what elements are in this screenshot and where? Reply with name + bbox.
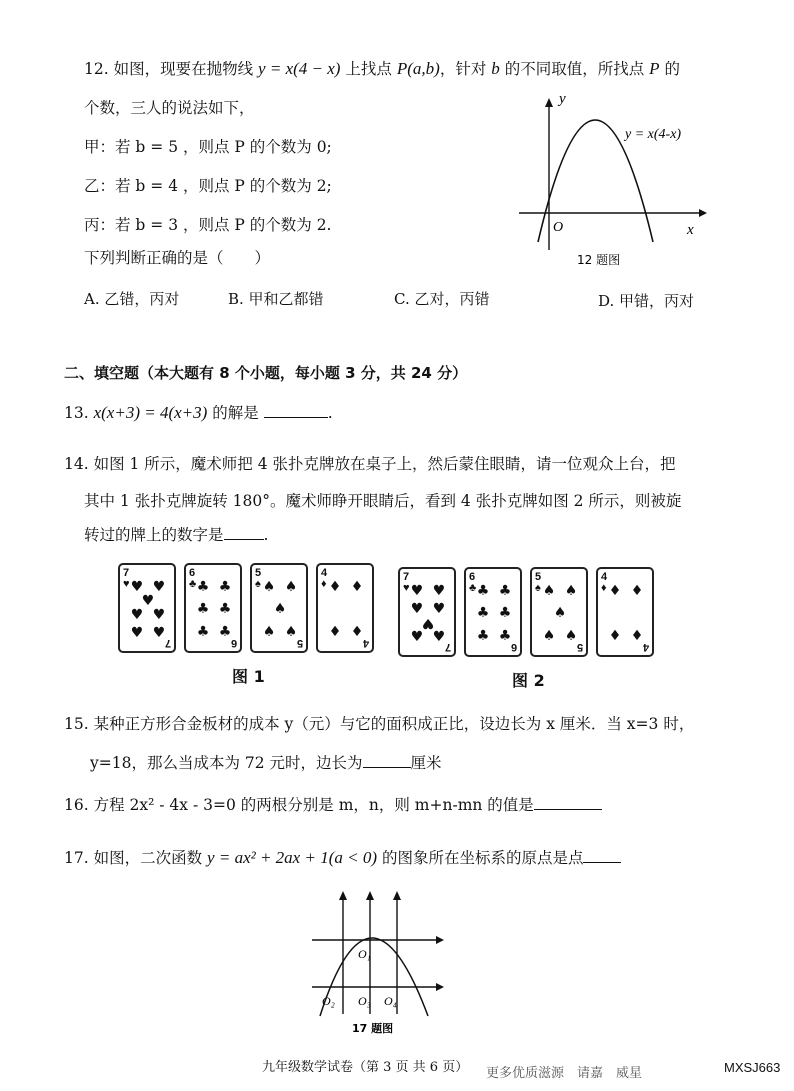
point-o3-label: O₃ <box>358 994 371 1008</box>
q16: 16. 方程 2x² - 4x - 3=0 的两根分别是 m，n，则 m+n-mn 的值是 <box>64 794 602 816</box>
q17-number: 17. <box>64 849 89 867</box>
point-o1-label: O₁ <box>358 947 371 961</box>
q12-yi: 乙：若 b = 4 ，则点 P 的个数为 2; <box>84 177 332 195</box>
q12-judge: 下列判断正确的是（ ） <box>84 249 271 267</box>
q12-line2: 个数，三人的说法如下， <box>84 99 255 117</box>
q12-option-c: C. 乙对，丙错 <box>394 290 490 308</box>
q12-intro: 12. 如图，现要在抛物线 y = x(4 − x) 上找点 P(a,b)，针对 b 的不同取值，所找点 P 的 <box>84 59 680 78</box>
q15-line2: y=18，那么当成本为 72 元时，边长为 厘米 <box>90 754 442 772</box>
q12-bing: 丙：若 b = 3 ，则点 P 的个数为 2. <box>84 216 332 234</box>
q14-answer-blank[interactable] <box>224 539 264 540</box>
q16-number: 16. <box>64 796 89 814</box>
q15-answer-blank[interactable] <box>363 767 411 768</box>
q12-figure-caption: 12 题图 <box>577 253 621 267</box>
q13-number: 13. <box>64 404 89 422</box>
q14-number: 14. <box>64 455 89 473</box>
q17-function: y = ax² + 2ax + 1(a < 0) <box>207 848 377 867</box>
q16-answer-blank[interactable] <box>534 809 602 810</box>
q17-answer-blank[interactable] <box>583 862 621 863</box>
point-o2-label: O₂ <box>322 994 335 1008</box>
x-axis-label: x <box>687 222 694 238</box>
card-fig1-4-diamonds: 4 ♦ ♦ ♦ ♦ ♦ 4 <box>316 563 374 653</box>
q13-answer-blank[interactable] <box>264 417 328 418</box>
q12-figure <box>515 92 715 272</box>
q15-line1: 15. 某种正方形合金板材的成本 y（元）与它的面积成正比，设边长为 x 厘米．当 x=3 时， <box>64 715 695 733</box>
section2-title: 二、填空题（本大题有 8 个小题，每小题 3 分，共 24 分） <box>64 364 468 382</box>
q17-figure <box>300 886 460 1036</box>
q14-figure2 <box>398 567 668 667</box>
q14-figure2-label: 图 2 <box>512 671 545 690</box>
q14-line2: 其中 1 张扑克牌旋转 180°。魔术师睁开眼睛后，看到 4 张扑克牌如图 2 所示，则被旋 <box>84 492 682 510</box>
q12-option-b: B. 甲和乙都错 <box>228 290 324 308</box>
q13-equation: x(x+3) = 4(x+3) <box>93 403 208 422</box>
q12-number: 12. <box>84 60 109 78</box>
q17-figure-caption: 17 题图 <box>352 1022 394 1035</box>
q14-figure1 <box>118 563 388 663</box>
q17: 17. 如图，二次函数 y = ax² + 2ax + 1(a < 0) 的图象所在坐标系的原点是点 <box>64 847 621 869</box>
q12-option-a: A. 乙错，丙对 <box>84 290 180 308</box>
q12-parabola: y = x(4 − x) <box>258 59 341 78</box>
page-code: MXSJ663 <box>724 1060 781 1075</box>
curve-label: y = x(4-x) <box>625 127 682 142</box>
y-axis-arrow <box>545 98 553 107</box>
page-footer: 九年级数学试卷（第 3 页 共 6 页） <box>262 1060 469 1075</box>
footer-watermark: 更多优质滋源 请嘉 威星 <box>486 1066 643 1081</box>
y-axis-label: y <box>559 92 566 107</box>
card-fig2-6-clubs: 6 ♣ ♣ ♣ ♣ ♣ ♣ ♣ 6 <box>464 567 522 657</box>
card-fig2-4-diamonds: 4 ♦ ♦ ♦ ♦ ♦ 4 <box>596 567 654 657</box>
q12-option-d: D. 甲错，丙对 <box>598 292 695 310</box>
q17-parabola <box>320 938 428 1016</box>
x-axis-arrow <box>699 209 707 217</box>
point-o4-label: O₄ <box>384 994 397 1008</box>
q14-line1: 14. 如图 1 所示，魔术师把 4 张扑克牌放在桌子上，然后蒙住眼睛，请一位观众上台，把 <box>64 455 676 473</box>
q14-line3: 转过的牌上的数字是 . <box>84 526 269 544</box>
q15-number: 15. <box>64 715 89 733</box>
card-fig2-7-hearts: 7 ♥ ♥ ♥ ♥ ♥ ♥ ♥ ♥ 7 <box>398 567 456 657</box>
origin-label: O <box>553 220 564 235</box>
q13: 13. x(x+3) = 4(x+3) 的解是 . <box>64 403 333 422</box>
q12-jia: 甲：若 b = 5 ，则点 P 的个数为 0; <box>84 138 332 156</box>
card-fig1-7-hearts: 7 ♥ ♥ ♥ ♥ ♥ ♥ ♥ ♥ 7 <box>118 563 176 653</box>
card-fig2-5-spades: 5 ♠ ♠ ♠ ♠ ♠ ♠ 5 <box>530 567 588 657</box>
card-fig1-6-clubs: 6 ♣ ♣ ♣ ♣ ♣ ♣ ♣ 6 <box>184 563 242 653</box>
card-fig1-5-spades: 5 ♠ ♠ ♠ ♠ ♠ ♠ 5 <box>250 563 308 653</box>
q14-figure1-label: 图 1 <box>232 667 265 686</box>
